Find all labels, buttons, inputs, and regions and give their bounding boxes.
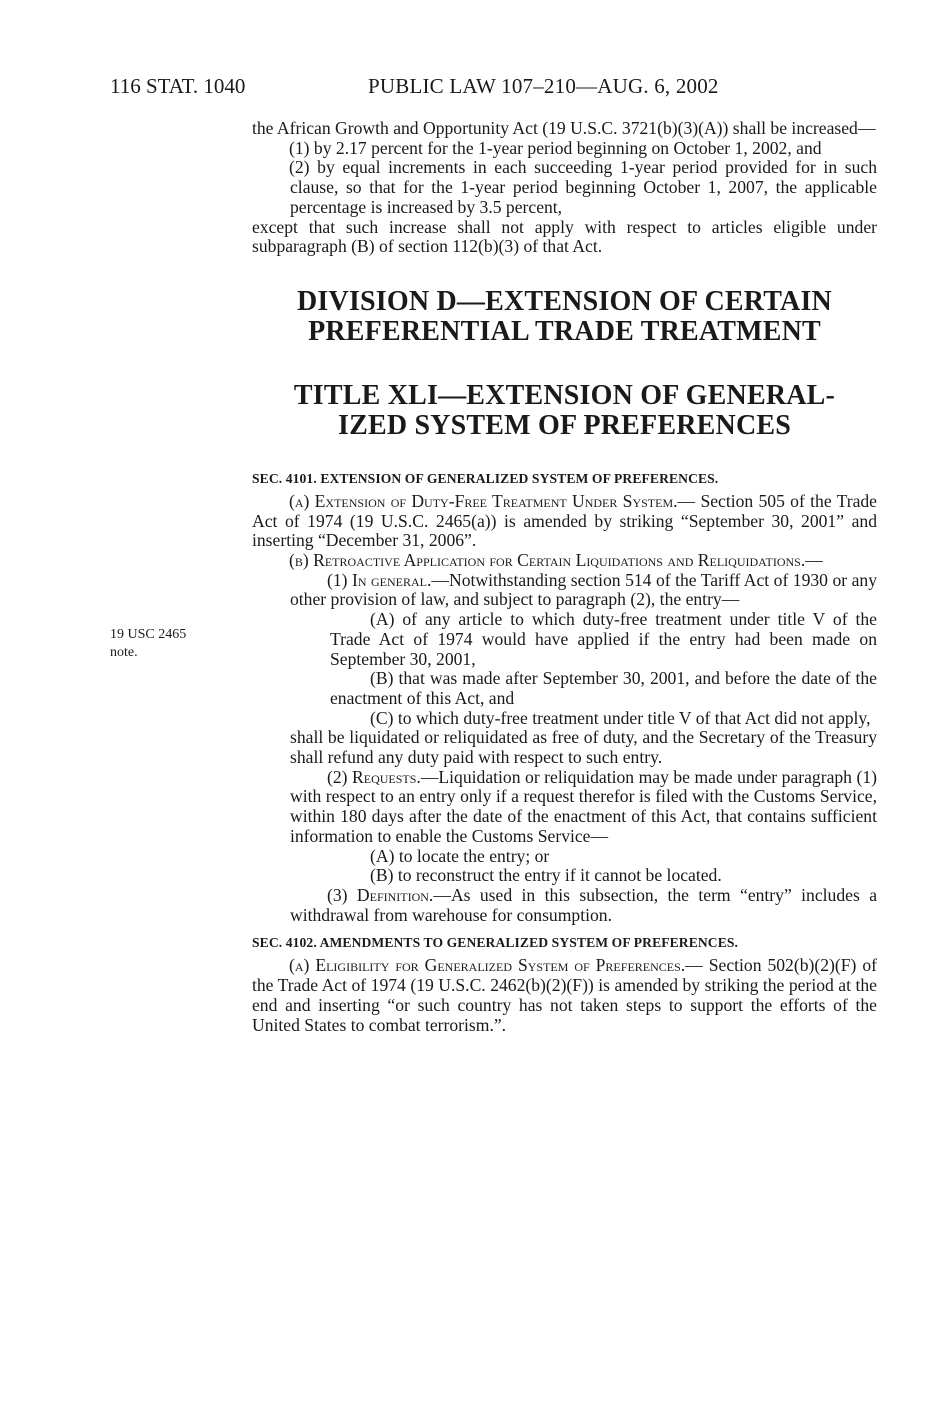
subparagraph-4101-b-1-C: (C) to which duty-free treatment under title V of that Act did not apply, bbox=[370, 707, 871, 728]
subsection-4101-a bbox=[252, 492, 877, 551]
subparagraph-4101-b-1-B: (B) that was made after September 30, 2001, and before the date of the enactment of this Act, and bbox=[330, 668, 877, 708]
paragraph-4101-b-1-text: Notwithstanding section 514 of the Tariff Act of 1930 or any other provision of law, and subject to paragraph (2), the entry— bbox=[290, 569, 877, 610]
subparagraph-4101-b-2-B: (B) to reconstruct the entry if it cannot be located. bbox=[370, 865, 722, 886]
paragraph-4101-b-1-caption: (1) In general.— bbox=[327, 569, 449, 590]
paragraph-4101-b-2-caption: (2) Requests.— bbox=[327, 766, 439, 787]
paragraph-4101-b-1-tail: shall be liquidated or reliquidated as free of duty, and the Secretary of the Treasury shall refund any duty paid with respect to such entry. bbox=[290, 727, 877, 768]
subsection-4101-b-caption: (b) Retroactive Application for Certain Liquidations and Reliquidations.— bbox=[289, 550, 823, 571]
subsection-4102-a bbox=[252, 956, 877, 1035]
intro-item-2 bbox=[252, 158, 877, 217]
intro-item-1-text: (1) by 2.17 percent for the 1-year period beginning on October 1, 2002, and bbox=[289, 137, 822, 158]
margin-note bbox=[110, 626, 186, 662]
title-heading bbox=[252, 381, 877, 441]
section-4102-heading: SEC. 4102. AMENDMENTS TO GENERALIZED SYSTEM OF PREFERENCES. bbox=[252, 935, 739, 951]
division-heading bbox=[252, 287, 877, 347]
paragraph-4101-b-3 bbox=[252, 886, 877, 925]
title-heading-line-2: IZED SYSTEM OF PREFERENCES bbox=[337, 409, 792, 441]
margin-note-label: note. bbox=[110, 645, 138, 660]
margin-note-citation: 19 USC 2465 bbox=[110, 627, 187, 642]
intro-item-2-text: (2) by equal increments in each succeeding 1-year period provided for in such clause, so that for the 1-year period beginning October 1, 2007, the applicable percentage is increased by 3.5 percent, bbox=[289, 157, 877, 217]
intro-paragraph: the African Growth and Opportunity Act (19 U.S.C. 3721(b)(3)(A)) shall be increased— bbox=[252, 118, 876, 138]
title-heading-line-1: TITLE XLI—EXTENSION OF GENERAL- bbox=[293, 379, 836, 411]
statute-page-number: 116 STAT. 1040 bbox=[110, 74, 246, 98]
paragraph-4101-b-1 bbox=[252, 571, 877, 610]
paragraph-4101-b-3-caption: (3) Definition.— bbox=[327, 884, 451, 905]
division-heading-line-1: DIVISION D—EXTENSION OF CERTAIN bbox=[297, 285, 832, 317]
running-header: PUBLIC LAW 107–210—AUG. 6, 2002 bbox=[368, 74, 719, 98]
paragraph-4101-b-2 bbox=[252, 768, 877, 847]
subparagraph-4101-b-2-A: (A) to locate the entry; or bbox=[370, 845, 550, 866]
intro-item-1 bbox=[252, 139, 877, 159]
body-text bbox=[252, 119, 877, 1035]
subparagraph-4101-b-1-A: (A) of any article to which duty-free treatment under title V of the Trade Act of 1974 would have applied if the entry had been made on September 30, 2001, bbox=[330, 609, 877, 669]
division-heading-line-2: PREFERENTIAL TRADE TREATMENT bbox=[308, 315, 821, 347]
paragraph-4101-b-3-text: As used in this subsection, the term “entry” includes a withdrawal from warehouse for consumption. bbox=[290, 884, 878, 925]
subsection-4102-a-text: Section 502(b)(2)(F) of the Trade Act of 1974 (19 U.S.C. 2462(b)(2)(F)) is amended by striking the period at the end and inserting “or such country has not taken steps to support the efforts of the United States to combat terrorism.”. bbox=[252, 955, 877, 1035]
paragraph-4101-b-2-text: Liquidation or reliquidation may be made under paragraph (1) with respect to an entry only if a request therefor is filed with the Customs Service, within 180 days after the date of the enactment of this Act, that contains sufficient information to enable the Customs Service— bbox=[290, 766, 877, 846]
subsection-4101-a-caption: (a) Extension of Duty-Free Treatment Under System.— bbox=[289, 490, 696, 511]
subsection-4101-a-text: Section 505 of the Trade Act of 1974 (19 U.S.C. 2465(a)) is amended by striking “September 30, 2001” and inserting “December 31, 2006”. bbox=[252, 490, 877, 551]
section-4101-heading: SEC. 4101. EXTENSION OF GENERALIZED SYSTEM OF PREFERENCES. bbox=[252, 470, 719, 486]
subsection-4101-b bbox=[252, 551, 877, 571]
subsection-4102-a-caption: (a) Eligibility for Generalized System of Preferences.— bbox=[289, 955, 703, 976]
intro-closing: except that such increase shall not apply with respect to articles eligible under subparagraph (B) of section 112(b)(3) of that Act. bbox=[252, 216, 877, 257]
